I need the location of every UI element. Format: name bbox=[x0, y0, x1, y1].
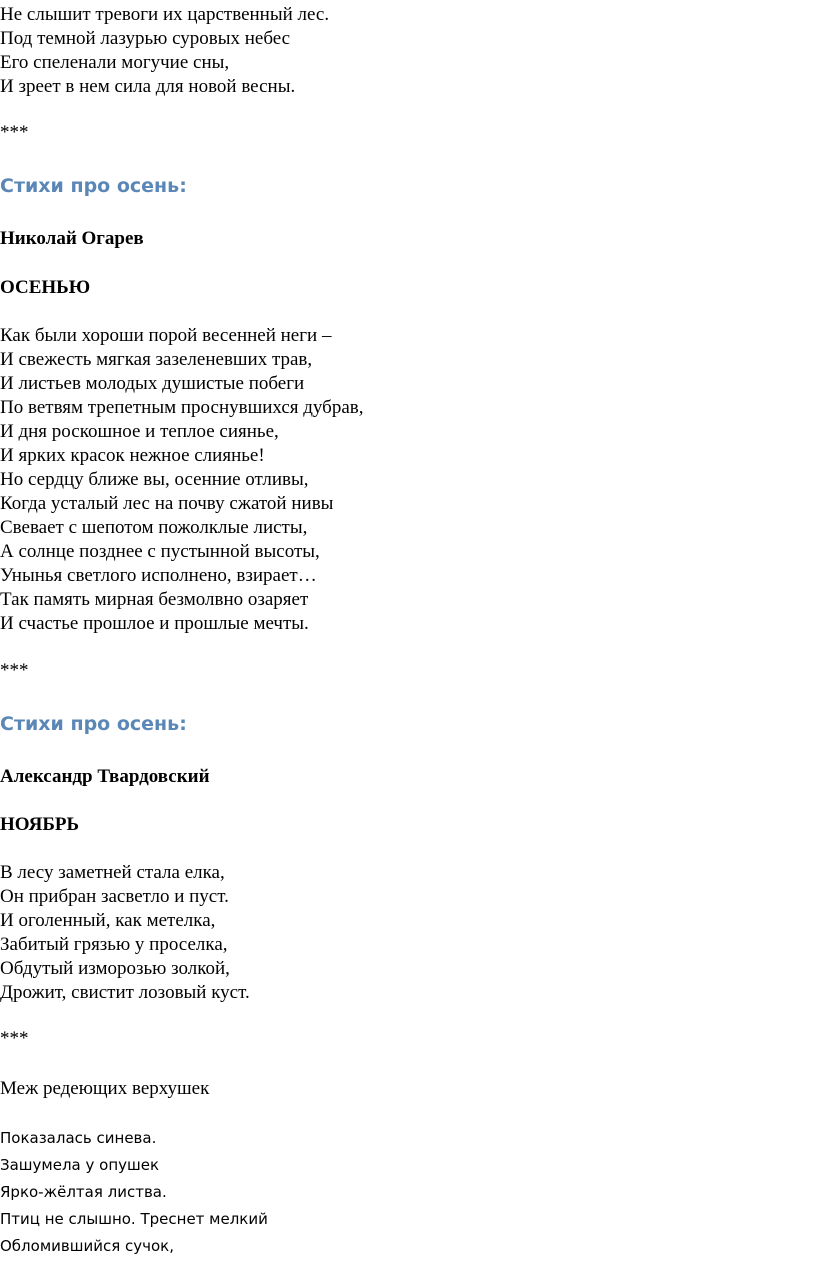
poem-line: Обдутый изморозью золкой, bbox=[0, 958, 230, 979]
separator: *** bbox=[0, 1028, 29, 1049]
poem-line: Унынья светлого исполнено, взирает… bbox=[0, 565, 317, 586]
poem-line: И зреет в нем сила для новой весны. bbox=[0, 76, 296, 97]
poem-line: Показалась синева. bbox=[0, 1129, 157, 1147]
poem-line: И дня роскошное и теплое сиянье, bbox=[0, 421, 279, 442]
poem-line: Когда усталый лес на почву сжатой нивы bbox=[0, 493, 334, 514]
poem-line: В лесу заметней стала елка, bbox=[0, 862, 225, 883]
poem-author: Николай Огарев bbox=[0, 228, 144, 249]
poem-line: Дрожит, свистит лозовый куст. bbox=[0, 982, 250, 1003]
poem-line: Ярко-жёлтая листва. bbox=[0, 1183, 167, 1201]
poem-line: Обломившийся сучок, bbox=[0, 1237, 174, 1255]
poem-line: Меж редеющих верхушек bbox=[0, 1078, 210, 1099]
poem-line: Забитый грязью у проселка, bbox=[0, 934, 228, 955]
separator: *** bbox=[0, 660, 29, 681]
poem-line: Свевает с шепотом пожолклые листы, bbox=[0, 517, 308, 538]
poem-line: Его спеленали могучие сны, bbox=[0, 52, 230, 73]
poem-line: Под темной лазурью суровых небес bbox=[0, 28, 291, 49]
poem-author: Александр Твардовский bbox=[0, 766, 210, 787]
poem-line: Так память мирная безмолвно озаряет bbox=[0, 589, 309, 610]
poem-line: Но сердцу ближе вы, осенние отливы, bbox=[0, 469, 309, 490]
poem-title: НОЯБРЬ bbox=[0, 814, 80, 835]
poem-line: Птиц не слышно. Треснет мелкий bbox=[0, 1210, 268, 1228]
section-heading: Стихи про осень: bbox=[0, 713, 187, 735]
poem-line: И листьев молодых душистые побеги bbox=[0, 373, 305, 394]
separator: *** bbox=[0, 122, 29, 143]
poem-line: Не слышит тревоги их царственный лес. bbox=[0, 4, 330, 25]
poem-line: И оголенный, как метелка, bbox=[0, 910, 216, 931]
poem-line: И свежесть мягкая зазеленевших трав, bbox=[0, 349, 313, 370]
poem-line: И ярких красок нежное слиянье! bbox=[0, 445, 265, 466]
poem-line: По ветвям трепетным проснувшихся дубрав, bbox=[0, 397, 364, 418]
poem-line: И счастье прошлое и прошлые мечты. bbox=[0, 613, 309, 634]
poem-line: А солнце позднее с пустынной высоты, bbox=[0, 541, 320, 562]
section-heading: Стихи про осень: bbox=[0, 175, 187, 197]
poem-line: Он прибран засветло и пуст. bbox=[0, 886, 229, 907]
poem-line: Как были хороши порой весенней неги – bbox=[0, 325, 332, 346]
poem-line: Зашумела у опушек bbox=[0, 1156, 160, 1174]
poem-title: ОСЕНЬЮ bbox=[0, 277, 91, 298]
